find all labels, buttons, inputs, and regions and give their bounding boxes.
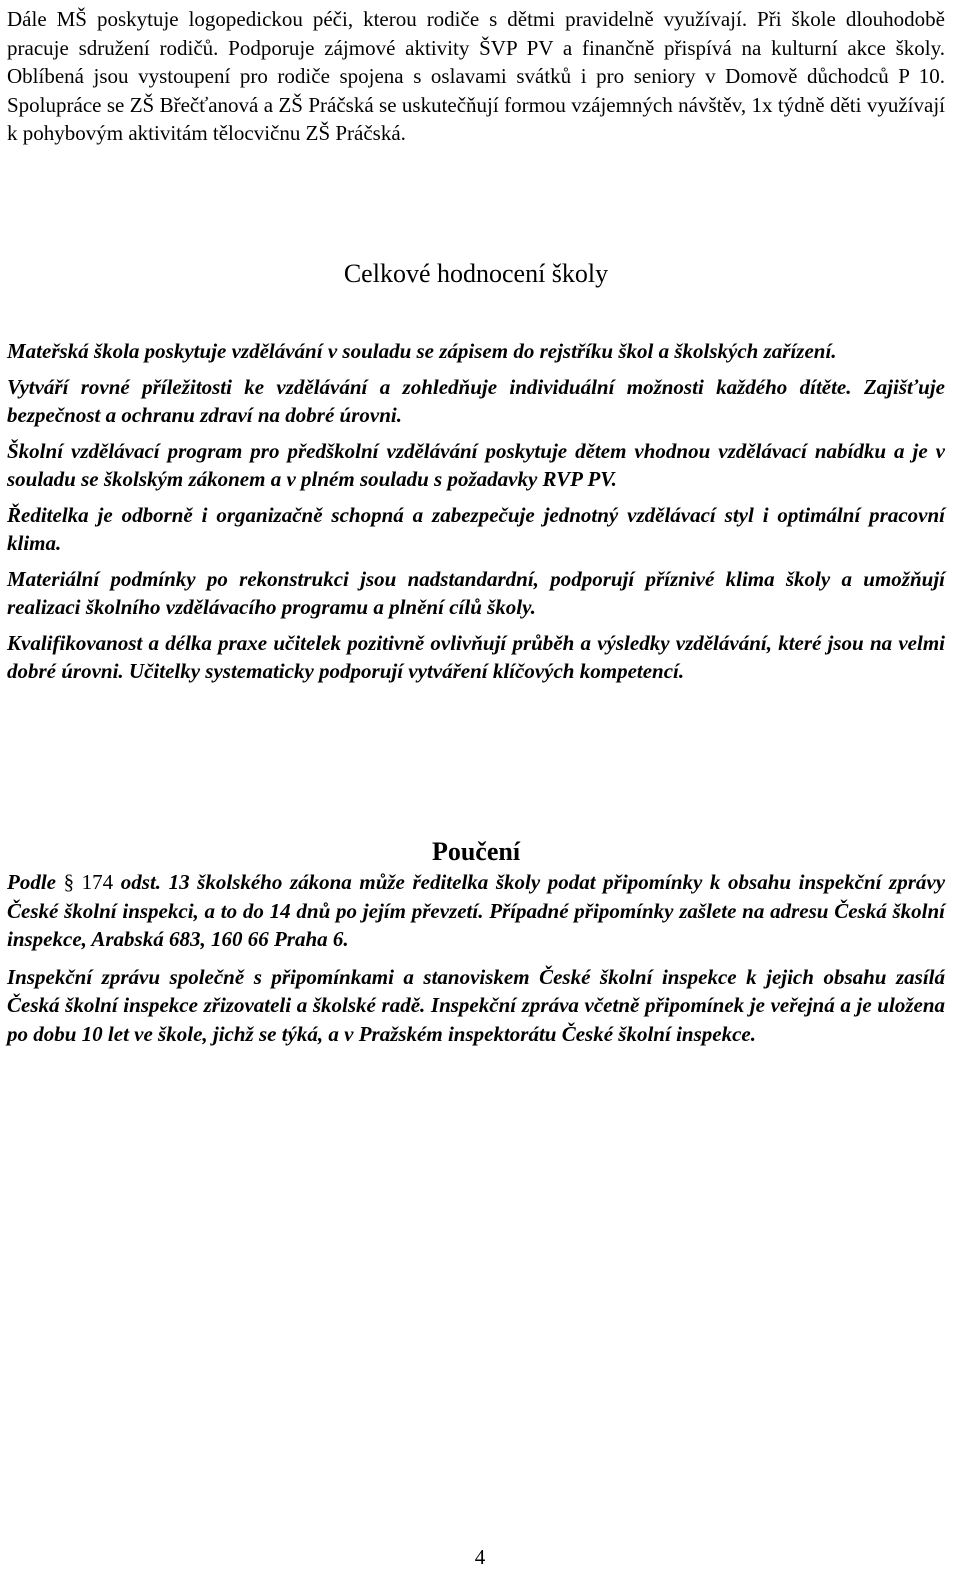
notice-prefix: Podle: [7, 870, 56, 894]
evaluation-paragraph: Kvalifikovanost a délka praxe učitelek pozitivně ovlivňují průběh a výsledky vzdělávání, které jsou na velmi dobré úrovni. Učitelky systematicky podporují vytváření klíčových kompetencí.: [7, 630, 945, 683]
intro-paragraph: Dále MŠ poskytuje logopedickou péči, kterou rodiče s dětmi pravidelně využívají. Při škole dlouhodobě pracuje sdružení rodičů. Podporuje zájmové aktivity ŠVP PV a finančně přispívá na kulturní akce školy. Oblíbená jsou vystoupení pro rodiče spojena s oslavami svátků i pro seniory v Domově důchodců P 10. Spolupráce se ZŠ Břečťanová a ZŠ Práčská se uskutečňují formou vzájemných návštěv, 1x týdně děti využívají k pohybovým aktivitám tělocvičnu ZŠ Práčská.: [7, 7, 945, 145]
notice-paragraph-1: [7, 868, 945, 954]
section-number: 174: [81, 870, 114, 894]
evaluation-paragraph: Školní vzdělávací program pro předškolní vzdělávání poskytuje dětem vhodnou vzdělávací nabídku a je v souladu se školským zákonem a v plném souladu s požadavky RVP PV.: [7, 438, 945, 491]
evaluation-paragraph: Vytváří rovné příležitosti ke vzdělávání a zohledňuje individuální možnosti každého dítěte. Zajišťuje bezpečnost a ochranu zdraví na dobré úrovni.: [7, 374, 945, 427]
notice-heading: Poučení: [431, 837, 521, 866]
evaluation-paragraph: Mateřská škola poskytuje vzdělávání v souladu se zápisem do rejstříku škol a školských zařízení.: [7, 339, 837, 363]
evaluation-paragraph: Ředitelka je odborně i organizačně schopná a zabezpečuje jednotný vzdělávací styl i optimální pracovní klima.: [7, 502, 945, 555]
evaluation-heading: Celkové hodnocení školy: [343, 259, 609, 288]
page-number: 4: [474, 1545, 486, 1569]
notice-paragraph-2: Inspekční zprávu společně s připomínkami a stanoviskem České školní inspekce k jejich obsahu zasílá Česká školní inspekce zřizovateli a školské radě. Inspekční zpráva včetně připomínek je veřejná a je uložena po dobu 10 let ve škole, jichž se týká, a v Pražském inspektorátu České školní inspekce.: [7, 964, 945, 1046]
notice-section: [7, 868, 945, 1057]
section-sign: §: [63, 870, 75, 894]
evaluation-section: [7, 337, 945, 693]
evaluation-paragraph: Materiální podmínky po rekonstrukci jsou nadstandardní, podporují příznivé klima školy a umožňují realizaci školního vzdělávacího programu a plnění cílů školy.: [7, 566, 945, 619]
notice-rest: odst. 13 školského zákona může ředitelka školy podat připomínky k obsahu inspekční zprávy České školní inspekci, a to do 14 dnů po jejím převzetí. Případné připomínky zašlete na adresu Česká školní inspekce, Arabská 683, 160 66 Praha 6.: [7, 870, 946, 951]
